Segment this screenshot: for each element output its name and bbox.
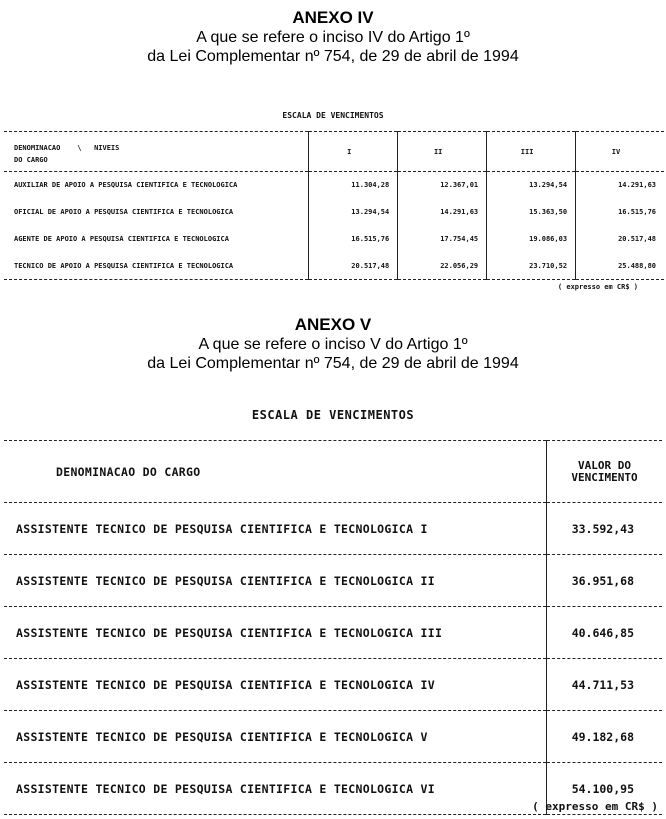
row-value: 20.517,48: [309, 253, 398, 280]
anexo-iv-title: ANEXO IV: [292, 8, 374, 27]
anexo-v-line1: A que se refere o inciso V do Artigo 1º: [198, 336, 468, 353]
anexo-v-title: ANEXO V: [294, 315, 372, 334]
anexo-iv-note: ( expresso em CR$ ): [557, 283, 638, 291]
table-header-row: [4, 441, 662, 503]
table-header-row: [4, 132, 664, 172]
header-value-line1: VALOR DO: [578, 458, 631, 472]
anexo-v-line2: da Lei Complementar nº 754, de 29 de abril de 1994: [147, 355, 519, 372]
row-cargo: ASSISTENTE TECNICO DE PESQUISA CIENTIFICA E TECNOLOGICA III: [4, 607, 547, 659]
row-value: 15.363,50: [487, 199, 576, 226]
row-cargo: AGENTE DE APOIO A PESQUISA CIENTIFICA E TECNOLOGICA: [4, 226, 309, 253]
header-level-ii: II: [398, 132, 487, 172]
anexo-iv-scale-caption: ESCALA DE VENCIMENTOS: [282, 111, 384, 120]
header-denominacao: [4, 132, 309, 172]
row-cargo: ASSISTENTE TECNICO DE PESQUISA CIENTIFICA E TECNOLOGICA IV: [4, 659, 547, 711]
row-value: 20.517,48: [618, 235, 656, 243]
row-value: 40.646,85: [571, 625, 634, 640]
header-valor: [547, 441, 663, 503]
row-value: 13.294,54: [309, 199, 398, 226]
anexo-iv-line2: da Lei Complementar nº 754, de 29 de abril de 1994: [147, 48, 519, 65]
header-level-iii: III: [487, 132, 576, 172]
row-cargo: ASSISTENTE TECNICO DE PESQUISA CIENTIFICA E TECNOLOGICA I: [4, 503, 547, 555]
anexo-v-note: ( expresso em CR$ ): [532, 800, 658, 813]
table-row: [4, 607, 662, 659]
row-value: 44.711,53: [571, 677, 634, 692]
anexo-iv-heading: [0, 7, 666, 66]
header-name-line1: DENOMINACAO \ NIVEIS: [14, 144, 120, 152]
row-value: 14.291,63: [618, 181, 656, 190]
header-level-i: I: [309, 132, 398, 172]
row-value: 33.592,43: [571, 521, 634, 536]
header-value-line2: VENCIMENTO: [571, 470, 638, 484]
row-value: 12.367,01: [398, 172, 487, 199]
anexo-iv-table: [4, 131, 664, 280]
header-name-line2: DO CARGO: [14, 156, 48, 164]
row-cargo: AUXILIAR DE APOIO A PESQUISA CIENTIFICA E TECNOLOGICA: [4, 172, 309, 199]
row-value: 14.291,63: [398, 199, 487, 226]
row-cargo: ASSISTENTE TECNICO DE PESQUISA CIENTIFICA E TECNOLOGICA V: [4, 711, 547, 763]
row-value: 16.515,76: [309, 226, 398, 253]
row-value: 25.488,80: [618, 261, 656, 270]
table-row: [4, 226, 664, 253]
row-cargo: TECNICO DE APOIO A PESQUISA CIENTIFICA E TECNOLOGICA: [4, 253, 309, 280]
row-value: 54.100,95: [571, 781, 634, 796]
row-cargo: ASSISTENTE TECNICO DE PESQUISA CIENTIFICA E TECNOLOGICA VI: [4, 763, 547, 815]
row-value: 19.086,03: [487, 226, 576, 253]
header-level-iv: IV: [611, 147, 621, 156]
anexo-v-heading: [0, 314, 666, 373]
row-value: 49.182,68: [571, 729, 634, 744]
table-row: [4, 711, 662, 763]
anexo-iv-line1: A que se refere o inciso IV do Artigo 1º: [196, 29, 470, 46]
row-value: 23.710,52: [487, 253, 576, 280]
table-row: [4, 555, 662, 607]
row-cargo: ASSISTENTE TECNICO DE PESQUISA CIENTIFICA E TECNOLOGICA II: [4, 555, 547, 607]
row-value: 22.056,29: [398, 253, 487, 280]
anexo-v-scale-caption: ESCALA DE VENCIMENTOS: [251, 408, 415, 422]
table-row: [4, 253, 664, 280]
header-denominacao: DENOMINACAO DO CARGO: [4, 441, 547, 503]
anexo-v-table: [4, 440, 662, 815]
table-row: [4, 503, 662, 555]
row-value: 17.754,45: [398, 226, 487, 253]
table-row: [4, 172, 664, 199]
row-value: 11.304,28: [309, 172, 398, 199]
table-row: [4, 659, 662, 711]
row-value: 36.951,68: [571, 573, 634, 588]
table-row: [4, 199, 664, 226]
row-value: 16.515,76: [618, 208, 656, 216]
row-value: 13.294,54: [487, 172, 576, 199]
row-cargo: OFICIAL DE APOIO A PESQUISA CIENTIFICA E TECNOLOGICA: [4, 199, 309, 226]
